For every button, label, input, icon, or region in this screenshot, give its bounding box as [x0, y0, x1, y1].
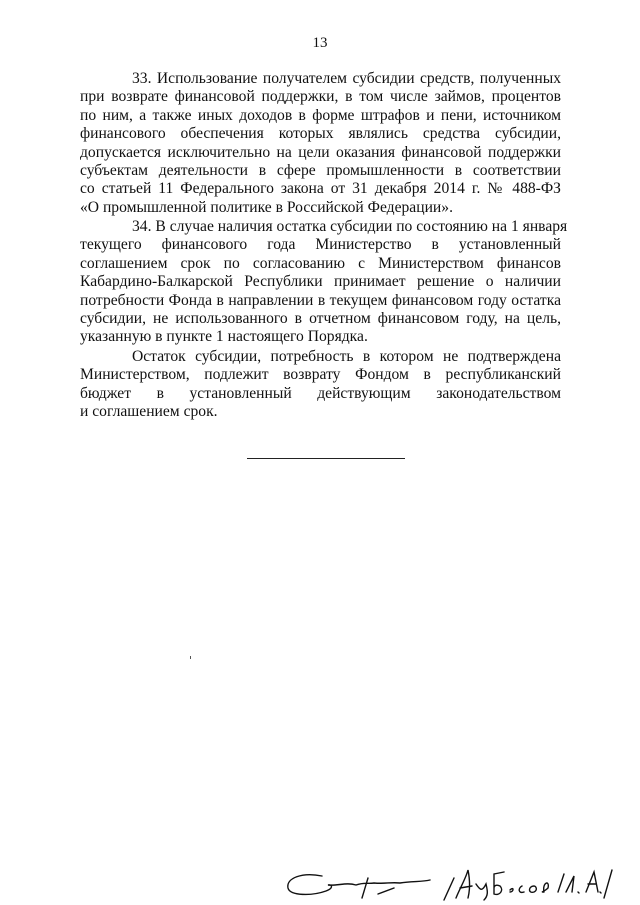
paragraph-34 [80, 218, 568, 347]
text-line: субсидии, не использованного в отчетном финансовом году, на цель, [80, 309, 561, 327]
text-line: и соглашением срок. [80, 403, 218, 421]
text-line: при возврате финансовой поддержки, в том числе займов, процентов [80, 88, 561, 106]
text-line: 34. В случае наличия остатка субсидии по состоянию на 1 января [132, 218, 568, 235]
text-line: субъектам деятельности в сфере промышленности в соответствии [80, 161, 561, 179]
handwritten-signature [282, 858, 622, 902]
paragraph-remainder [80, 348, 561, 422]
text-line: финансового обеспечения которых являлись средства субсидии, [80, 125, 561, 143]
paragraph-33 [80, 70, 561, 217]
text-line: текущего финансового года Министерство в установленный [80, 236, 561, 254]
text-line: 33. Использование получателем субсидии средств, полученных [132, 70, 561, 87]
text-line: Остаток субсидии, потребность в котором не подтверждена [132, 348, 561, 365]
text-line: Кабардино-Балкарской Республики принимает решение о наличии [80, 273, 561, 291]
text-line: потребности Фонда в направлении в текущем финансовом году остатка [80, 291, 561, 309]
text-line: бюджет в установленный действующим законодательством [80, 384, 561, 402]
text-line: «О промышленной политике в Российской Федерации». [80, 198, 453, 216]
text-line: допускается исключительно на цели оказания финансовой поддержки [80, 143, 561, 161]
scan-speck [190, 656, 191, 659]
separator-line [247, 458, 405, 459]
text-line: по ним, а также иных доходов в форме штрафов и пени, источником [80, 106, 561, 124]
page-number: 13 [312, 35, 328, 51]
text-line: Министерством, подлежит возврату Фондом в республиканский [80, 366, 561, 384]
text-line: со статьей 11 Федерального закона от 31 декабря 2014 г. № 488-ФЗ [80, 180, 561, 198]
text-line: соглашением срок по согласованию с Министерством финансов [80, 254, 561, 272]
text-line: указанную в пункте 1 настоящего Порядка. [80, 328, 368, 346]
